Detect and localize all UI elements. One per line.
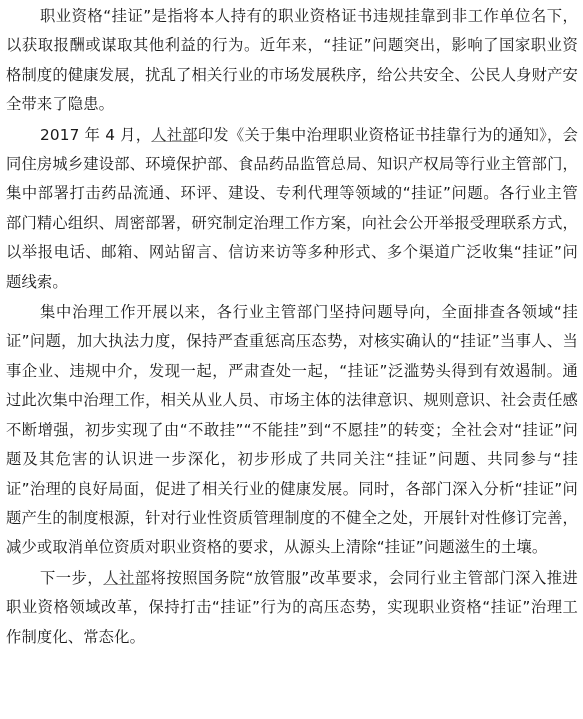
mohrss-link[interactable]: 人社部 [151,125,198,144]
paragraph-text: 下一步， [40,568,104,587]
paragraph [6,121,578,297]
paragraph-text: 2017 年 4 月， [40,125,152,144]
paragraph-text: 集中治理工作开展以来，各行业主管部门坚持问题导向，全面排查各领域“挂证”问题，加大执法力度，保持严查重惩高压态势，对核实确认的“挂证”当事人、当事企业、违规中介，发现一起，严肃查处一起，“挂证”泛滥势头得到有效遏制。通过此次集中治理工作，相关从业人员、市场主体的法律意识、规则意识、社会责任感不断增强，初步实现了由“不敢挂”“不能挂”到“不愿挂”的转变；全社会对“挂证”问题及其危害的认识进一步深化，初步形成了共同关注“挂证”问题、共同参与“挂证”治理的良好局面，促进了相关行业的健康发展。同时，各部门深入分析“挂证”问题产生的制度根源，针对行业性资质管理制度的不健全之处，开展针对性修订完善，减少或取消单位资质对职业资格的要求，从源头上清除“挂证”问题滋生的土壤。 [6,303,578,557]
mohrss-link[interactable]: 人社部 [103,568,151,587]
paragraph [6,564,578,652]
paragraph [6,298,578,563]
paragraph [6,2,578,120]
paragraph-text: 印发《关于集中治理职业资格证书挂靠行为的通知》，会同住房城乡建设部、环境保护部、食品药品监管总局、知识产权局等行业主管部门，集中部署打击药品流通、环评、建设、专利代理等领域的“挂证”问题。各行业主管部门精心组织、周密部署，研究制定治理工作方案，向社会公开举报受理联系方式，以举报电话、邮箱、网站留言、信访来访等多种形式、多个渠道广泛收集“挂证”问题线索。 [6,125,578,291]
paragraph-text: 将按照国务院“放管服”改革要求，会同行业主管部门深入推进职业资格领域改革，保持打击“挂证”行为的高压态势，实现职业资格“挂证”治理工作制度化、常态化。 [6,568,579,646]
paragraph-text: 职业资格“挂证”是指将本人持有的职业资格证书违规挂靠到非工作单位名下，以获取报酬或谋取其他利益的行为。近年来，“挂证”问题突出，影响了国家职业资格制度的健康发展，扰乱了相关行业的市场发展秩序，给公共安全、公民人身财产安全带来了隐患。 [6,7,578,114]
document-body [6,0,578,653]
